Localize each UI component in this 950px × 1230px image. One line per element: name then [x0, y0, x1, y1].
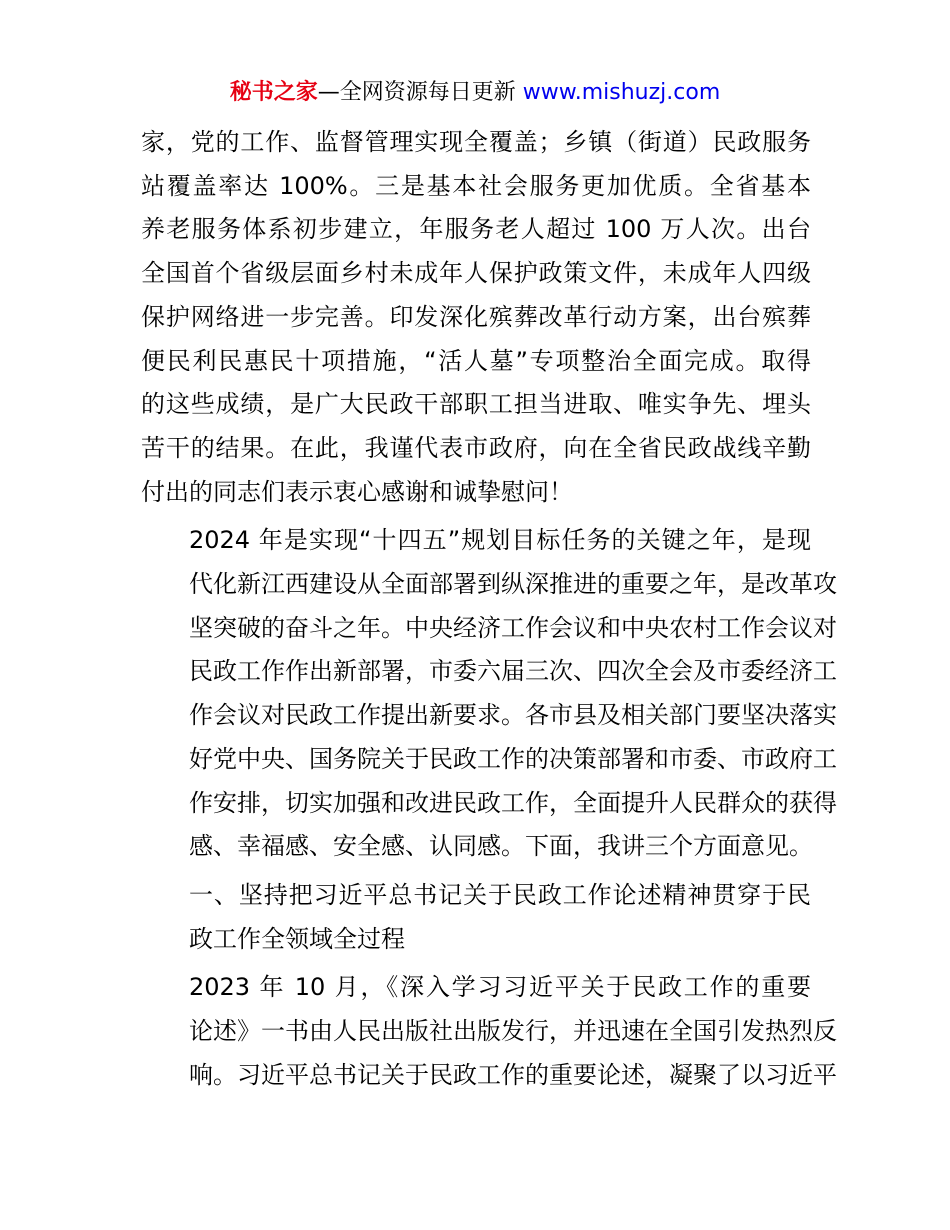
- text-line: 论述》一书由人民出版社出版发行，并迅速在全国引发热烈反: [189, 1017, 837, 1046]
- text-line: 家，党的工作、监督管理实现全覆盖；乡镇（街道）民政服务: [141, 128, 811, 156]
- text-line: 一、坚持把习近平总书记关于民政工作论述精神贯穿于民: [189, 880, 811, 909]
- text-line: 全国首个省级层面乡村未成年人保护政策文件，未成年人四级: [141, 259, 811, 288]
- text-line: 好党中央、国务院关于民政工作的决策部署和市委、市政府工: [189, 744, 837, 773]
- text-line: 养老服务体系初步建立，年服务老人超过 100 万人次。出台: [141, 215, 811, 244]
- text-line: 付出的同志们表示衷心感谢和诚挚慰问！: [141, 477, 573, 506]
- site-tagline: —全网资源每日更新: [317, 80, 523, 105]
- text-line: 苦干的结果。在此，我谨代表市政府，向在全省民政战线辛勤: [141, 433, 811, 462]
- text-line: 感、幸福感、安全感、认同感。下面，我讲三个方面意见。: [189, 832, 813, 861]
- text-line: 政工作全领域全过程: [189, 924, 405, 953]
- paragraph-1: [141, 121, 811, 514]
- section-heading: [141, 874, 811, 961]
- text-line: 作安排，切实加强和改进民政工作，全面提升人民群众的获得: [189, 788, 837, 817]
- site-url-link[interactable]: www.mishuzj.com: [522, 80, 721, 105]
- text-line: 站覆盖率达 100%。三是基本社会服务更加优质。全省基本: [141, 171, 811, 200]
- paragraph-2: [141, 519, 837, 869]
- text-line: 的这些成绩，是广大民政干部职工担当进取、唯实争先、埋头: [141, 390, 811, 419]
- text-line: 响。习近平总书记关于民政工作的重要论述，凝聚了以习近平: [189, 1060, 837, 1089]
- text-line: 2024 年是实现“十四五”规划目标任务的关键之年，是现: [189, 526, 811, 555]
- text-line: 代化新江西建设从全面部署到纵深推进的重要之年，是改革攻: [189, 570, 837, 599]
- text-line: 保护网络进一步完善。印发深化殡葬改革行动方案，出台殡葬: [141, 302, 811, 331]
- text-line: 作会议对民政工作提出新要求。各市县及相关部门要坚决落实: [189, 701, 837, 730]
- document-body: [141, 121, 837, 1097]
- site-brand: 秘书之家: [229, 80, 318, 105]
- paragraph-4: [141, 966, 837, 1097]
- text-line: 便民利民惠民十项措施，“活人墓”专项整治全面完成。取得: [141, 346, 811, 375]
- text-line: 坚突破的奋斗之年。中央经济工作会议和中央农村工作会议对: [189, 613, 837, 642]
- text-line: 民政工作作出新部署，市委六届三次、四次全会及市委经济工: [189, 657, 837, 686]
- page-header: [0, 78, 950, 108]
- text-line: 2023 年 10 月，《深入学习习近平关于民政工作的重要: [189, 973, 811, 1002]
